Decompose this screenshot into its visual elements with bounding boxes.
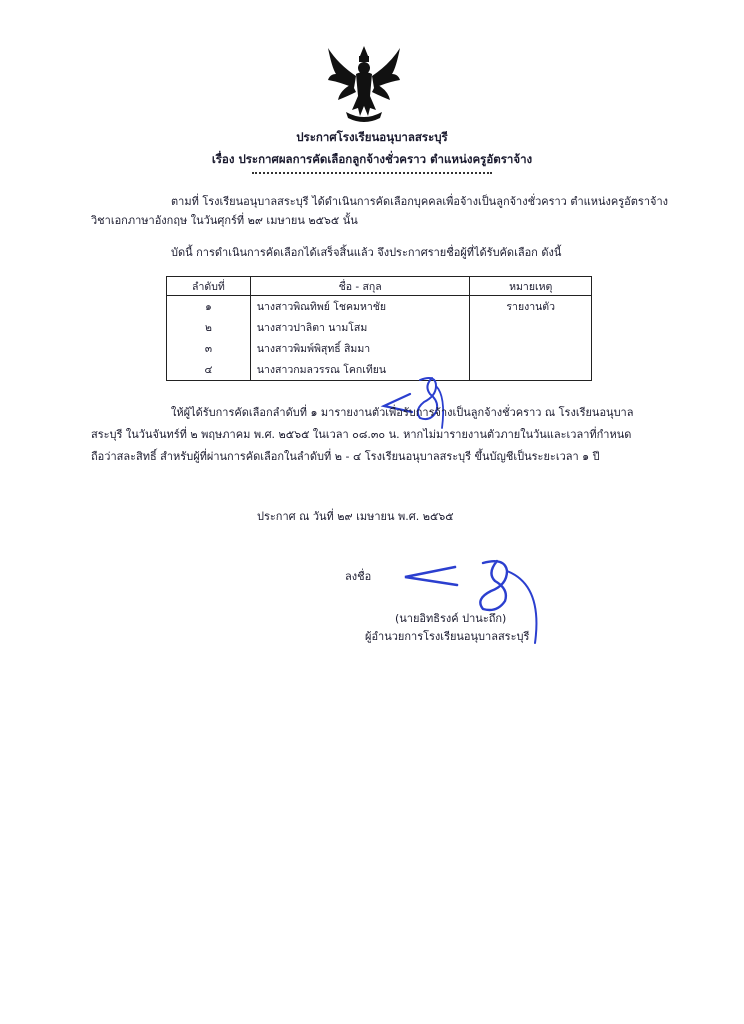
row-order: ๑ <box>167 296 251 318</box>
sign-label: ลงชื่อ <box>345 570 372 583</box>
row-name: นางสาวกมลวรรณ โคกเทียน <box>250 359 470 381</box>
table-row <box>167 317 592 338</box>
table-row <box>167 338 592 359</box>
row-order: ๔ <box>167 359 251 381</box>
row-note <box>470 359 592 381</box>
garuda-emblem-icon <box>326 44 402 124</box>
header-order: ลำดับที่ <box>167 277 251 296</box>
paragraph-intro: ตามที่ โรงเรียนอนุบาลสระบุรี ได้ดำเนินการคัดเลือกบุคคลเพื่อจ้างเป็นลูกจ้างชั่วคราว ตำแหน่งครูอัตราจ้าง วิชาเอกภาษาอังกฤษ ในวันศุกร์ที่ ๒๙ เมษายน ๒๕๖๕ นั้น <box>91 195 669 227</box>
row-note: รายงานตัว <box>470 296 592 318</box>
row-name: นางสาวปาลิตา นามโสม <box>250 317 470 338</box>
row-name: นางสาวพิณทิพย์ โชคมหาชัย <box>250 296 470 318</box>
signer-position: ผู้อำนวยการโรงเรียนอนุบาลสระบุรี <box>365 630 530 643</box>
announcement-subject: เรื่อง ประกาศผลการคัดเลือกลูกจ้างชั่วคราว ตำแหน่งครูอัตราจ้าง <box>211 152 533 166</box>
announcement-title: ประกาศโรงเรียนอนุบาลสระบุรี <box>296 130 448 144</box>
row-note <box>470 317 592 338</box>
table-row <box>167 296 592 318</box>
table-row <box>167 359 592 381</box>
paragraph-instructions: ให้ผู้ได้รับการคัดเลือกลำดับที่ ๑ มารายงานตัวเพื่อรับการจ้างเป็นลูกจ้างชั่วคราว ณ โรงเรียนอนุบาลสระบุรี ในวันจันทร์ที่ ๒ พฤษภาคม พ.ศ. ๒๕๖๕ ในเวลา ๐๘.๓๐ น. หากไม่มารายงานตัวภายในวันและเวลาที่กำหนด ถือว่าสละสิทธิ์ สำหรับผู้ที่ผ่านการคัดเลือกในลำดับที่ ๒ - ๔ โรงเรียนอนุบาลสระบุรี ขึ้นบัญชีเป็นระยะเวลา ๑ ปี <box>91 406 634 463</box>
row-note <box>470 338 592 359</box>
header-note: หมายเหตุ <box>470 277 592 296</box>
dotted-divider <box>252 172 492 174</box>
selection-table <box>166 276 592 381</box>
table-header-row <box>167 277 592 296</box>
announcement-date: ประกาศ ณ วันที่ ๒๙ เมษายน พ.ศ. ๒๕๖๕ <box>257 510 454 523</box>
paragraph-result: บัดนี้ การดำเนินการคัดเลือกได้เสร็จสิ้นแล้ว จึงประกาศรายชื่อผู้ที่ได้รับคัดเลือก ดังนี้ <box>171 246 562 259</box>
row-name: นางสาวพิมพ์พิสุทธิ์ สิมมา <box>250 338 470 359</box>
header-name: ชื่อ - สกุล <box>250 277 470 296</box>
row-order: ๓ <box>167 338 251 359</box>
signer-name: (นายอิทธิรงค์ ปานะถึก) <box>395 612 507 625</box>
row-order: ๒ <box>167 317 251 338</box>
